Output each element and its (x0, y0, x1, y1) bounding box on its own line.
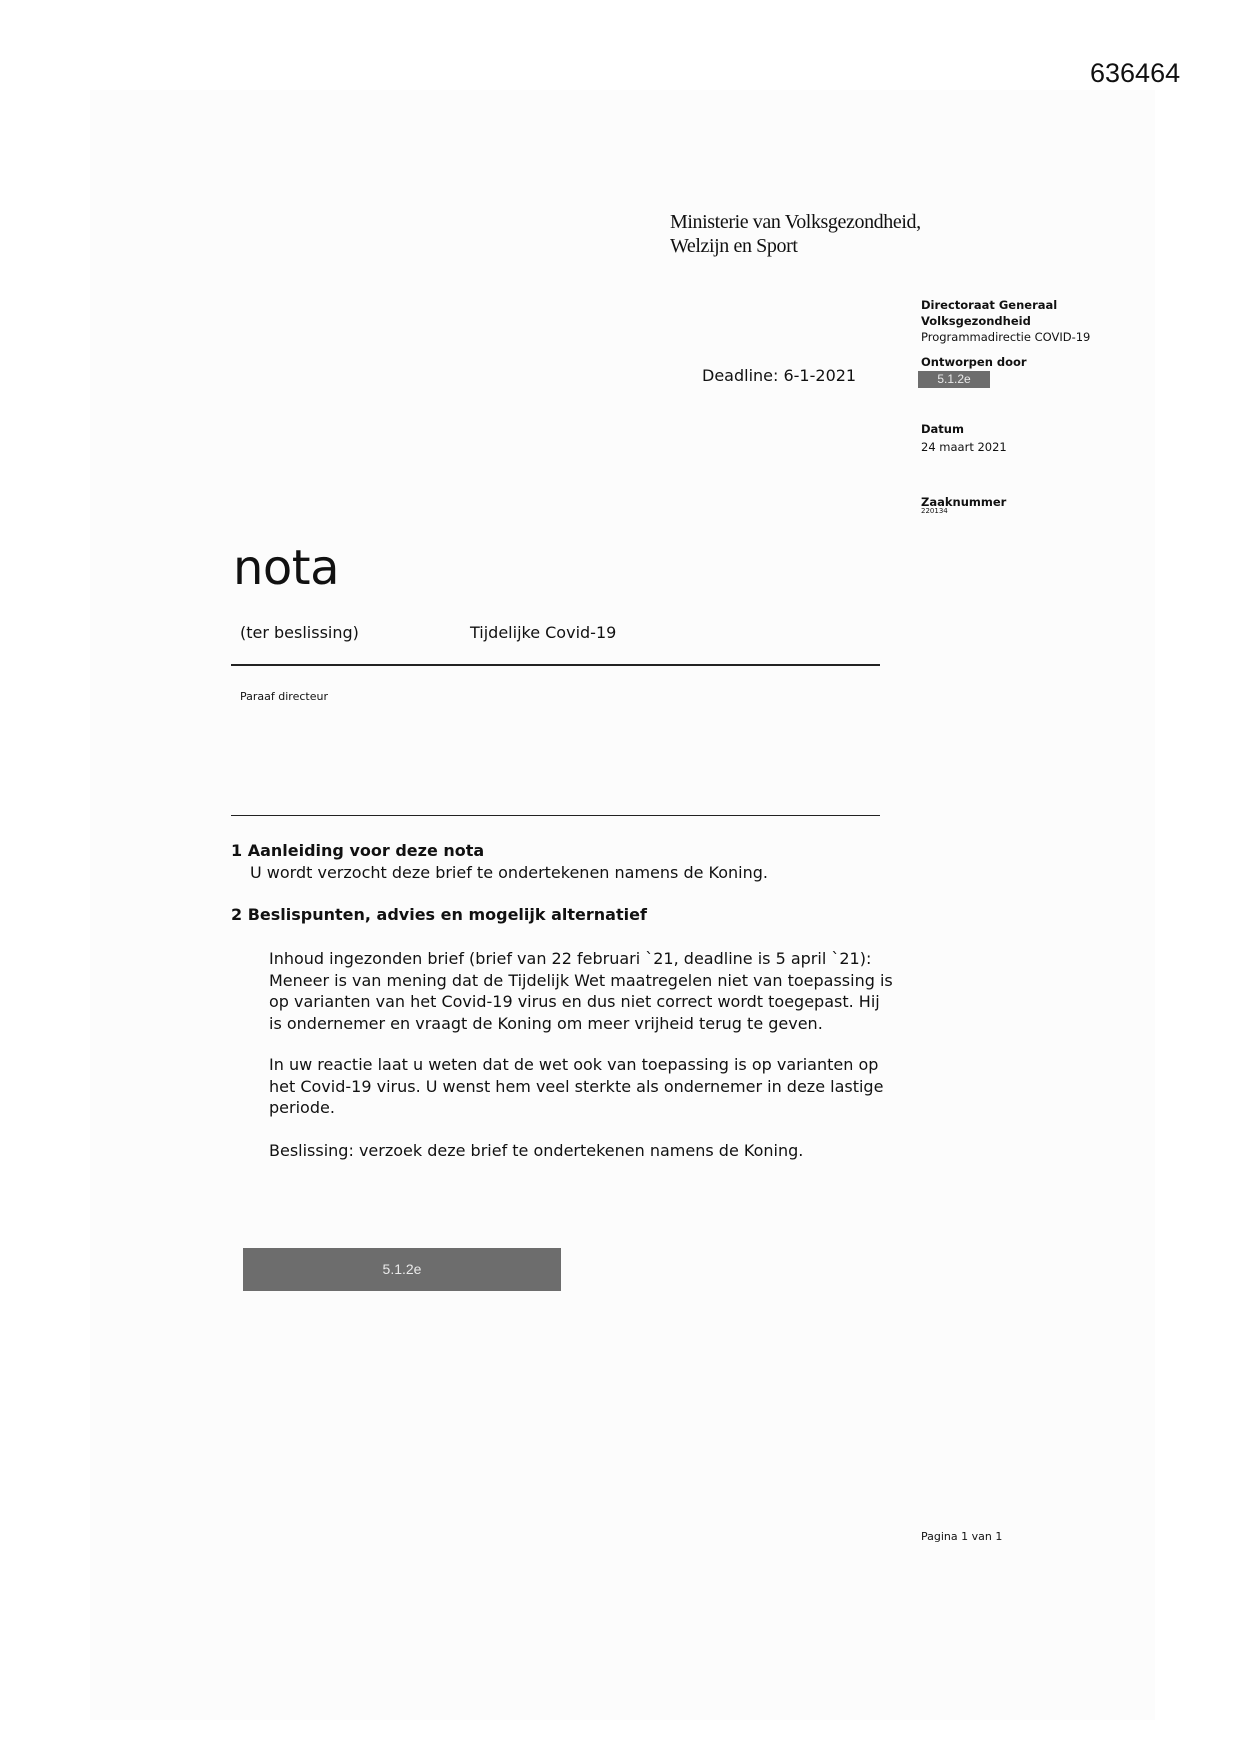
section-1-text: U wordt verzocht deze brief te ondertekenen namens de Koning. (250, 863, 768, 882)
text-line: In uw reactie laat u weten dat de wet ook van toepassing is op varianten op (269, 1055, 879, 1074)
text-line: Beslissing: verzoek deze brief te ondertekenen namens de Koning. (269, 1141, 804, 1160)
text-line: het Covid-19 virus. U wenst hem veel sterkte als ondernemer in deze lastige (269, 1076, 884, 1096)
designed-by-label: Ontworpen door (921, 355, 1027, 369)
page-footer: Pagina 1 van 1 (921, 1530, 1003, 1543)
text-line: Meneer is van mening dat de Tijdelijk Wet maatregelen niet van toepassing is (269, 970, 893, 990)
page-title: nota (233, 540, 340, 596)
divider (231, 664, 880, 666)
text-line: Inhoud ingezonden brief (brief van 22 februari `21, deadline is 5 april `21): (269, 949, 872, 968)
section-2-heading: 2 Beslispunten, advies en mogelijk alternatief (231, 905, 647, 924)
document-number: 636464 (1090, 58, 1181, 88)
paragraph-decision (269, 1140, 803, 1162)
section-1-heading: 1 Aanleiding voor deze nota (231, 841, 485, 860)
date-label: Datum (921, 422, 964, 436)
text-line: op varianten van het Covid-19 virus en dus niet correct wordt toegepast. Hij (269, 992, 880, 1011)
department-block (921, 297, 1090, 345)
paragraph-reaction (269, 1054, 883, 1119)
signature-redaction: 5.1.2e (243, 1248, 561, 1291)
case-number-label: Zaaknummer (921, 495, 1007, 509)
deadline: Deadline: 6-1-2021 (702, 366, 857, 385)
note-type: (ter beslissing) (240, 623, 359, 642)
department-line-2: Volksgezondheid (921, 314, 1031, 328)
ministry-line-2: Welzijn en Sport (670, 235, 798, 257)
text-line: is ondernemer en vraagt de Koning om meer vrijheid terug te geven. (269, 1013, 823, 1033)
divider (231, 815, 880, 816)
paragraph-content (269, 948, 893, 1034)
department-line-1: Directoraat Generaal (921, 298, 1058, 312)
designed-by-redaction: 5.1.2e (918, 371, 990, 388)
note-subject: Tijdelijke Covid-19 (470, 623, 617, 642)
date-value: 24 maart 2021 (921, 440, 1007, 454)
ministry-line-1: Ministerie van Volksgezondheid, (670, 211, 921, 233)
case-number-value: 220134 (921, 507, 948, 515)
ministry-logo-text (670, 210, 921, 258)
text-line: periode. (269, 1098, 335, 1117)
paraaf-label: Paraaf directeur (240, 690, 328, 703)
directorate: Programmadirectie COVID-19 (921, 330, 1091, 344)
